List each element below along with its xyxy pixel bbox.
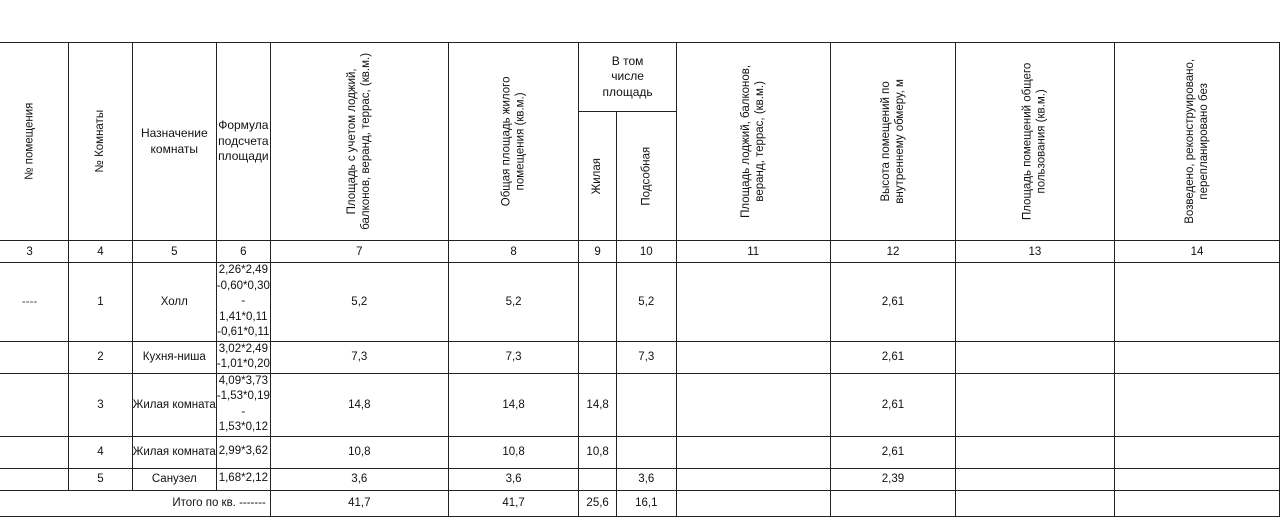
aux-area: 7,3 xyxy=(616,341,676,373)
aux-area: 3,6 xyxy=(616,468,676,490)
total-label: Итого по кв. ------- xyxy=(0,490,270,516)
col-number: 9 xyxy=(579,241,616,263)
table-row xyxy=(0,436,1280,468)
room-name: Жилая комната xyxy=(132,373,216,436)
table-row xyxy=(0,468,1280,490)
common-area xyxy=(956,263,1114,342)
rebuilt xyxy=(1114,468,1280,490)
header-rebuilt: Возведено, реконструировано, перепланировано без xyxy=(1114,43,1280,241)
room-name: Кухня-ниша xyxy=(132,341,216,373)
total-living: 25,6 xyxy=(579,490,616,516)
table-row xyxy=(0,341,1280,373)
col-number: 12 xyxy=(830,241,956,263)
aux-area: 5,2 xyxy=(616,263,676,342)
total-aux: 16,1 xyxy=(616,490,676,516)
total-living-area: 5,2 xyxy=(448,263,579,342)
total-living-area: 7,3 xyxy=(448,341,579,373)
header-including: В том числе площадь xyxy=(579,43,676,112)
col-number: 4 xyxy=(69,241,133,263)
total-living-area: 14,8 xyxy=(448,373,579,436)
col-number: 3 xyxy=(0,241,69,263)
common-area xyxy=(956,341,1114,373)
header-floor: № помещения xyxy=(0,43,69,241)
column-numbers-row xyxy=(0,241,1280,263)
area-formula: 2,26*2,49 -0,60*0,30 - 1,41*0,11 -0,61*0,11 xyxy=(216,263,270,342)
room-name: Жилая комната xyxy=(132,436,216,468)
floor-mark xyxy=(0,341,69,373)
header-common-area: Площадь помещений общего пользования (кв.м.) xyxy=(956,43,1114,241)
floor-mark: ---- xyxy=(0,263,69,342)
header-total-living-area: Общая площадь жилого помещения (кв.м.) xyxy=(448,43,579,241)
rebuilt xyxy=(1114,373,1280,436)
height: 2,61 xyxy=(830,373,956,436)
col-number: 10 xyxy=(616,241,676,263)
loggia-area xyxy=(676,263,830,342)
area-with-loggias: 3,6 xyxy=(270,468,448,490)
total-area-with-loggias: 41,7 xyxy=(270,490,448,516)
aux-area xyxy=(616,436,676,468)
area-formula: 1,68*2,12 xyxy=(216,468,270,490)
height: 2,61 xyxy=(830,436,956,468)
total-empty xyxy=(830,490,956,516)
room-number: 4 xyxy=(69,436,133,468)
rebuilt xyxy=(1114,341,1280,373)
room-number: 5 xyxy=(69,468,133,490)
loggia-area xyxy=(676,468,830,490)
header-loggia-area: Площадь лоджий, балконов, веранд, террас, (кв.м.) xyxy=(676,43,830,241)
area-formula: 4,09*3,73 -1,53*0,19 - 1,53*0,12 xyxy=(216,373,270,436)
area-formula: 3,02*2,49 -1,01*0,20 xyxy=(216,341,270,373)
col-number: 8 xyxy=(448,241,579,263)
area-explication-table xyxy=(0,42,1280,517)
living-area xyxy=(579,468,616,490)
height: 2,61 xyxy=(830,341,956,373)
area-with-loggias: 10,8 xyxy=(270,436,448,468)
rebuilt xyxy=(1114,263,1280,342)
col-number: 7 xyxy=(270,241,448,263)
living-area: 10,8 xyxy=(579,436,616,468)
common-area xyxy=(956,436,1114,468)
common-area xyxy=(956,373,1114,436)
loggia-area xyxy=(676,341,830,373)
living-area xyxy=(579,341,616,373)
col-number: 5 xyxy=(132,241,216,263)
total-living-area: 3,6 xyxy=(448,468,579,490)
col-number: 11 xyxy=(676,241,830,263)
header-area-with-loggias: Площадь с учетом лоджий, балконов, веранд, террас, (кв.м.) xyxy=(270,43,448,241)
floor-mark xyxy=(0,436,69,468)
area-with-loggias: 7,3 xyxy=(270,341,448,373)
total-row xyxy=(0,490,1280,516)
area-with-loggias: 14,8 xyxy=(270,373,448,436)
col-number: 13 xyxy=(956,241,1114,263)
height: 2,61 xyxy=(830,263,956,342)
table-row xyxy=(0,373,1280,436)
area-formula: 2,99*3,62 xyxy=(216,436,270,468)
room-number: 3 xyxy=(69,373,133,436)
loggia-area xyxy=(676,436,830,468)
header-purpose: Назначение комнаты xyxy=(132,43,216,241)
room-number: 2 xyxy=(69,341,133,373)
floor-mark xyxy=(0,468,69,490)
total-empty xyxy=(956,490,1114,516)
aux-area xyxy=(616,373,676,436)
header-auxiliary: Подсобная xyxy=(616,112,676,241)
floor-mark xyxy=(0,373,69,436)
total-empty xyxy=(1114,490,1280,516)
header-room-number: № Комнаты xyxy=(69,43,133,241)
area-with-loggias: 5,2 xyxy=(270,263,448,342)
height: 2,39 xyxy=(830,468,956,490)
table-row xyxy=(0,263,1280,342)
header-living: Жилая xyxy=(579,112,616,241)
header-height: Высота помещений по внутреннему обмеру, м xyxy=(830,43,956,241)
total-living-area: 10,8 xyxy=(448,436,579,468)
room-name: Санузел xyxy=(132,468,216,490)
col-number: 14 xyxy=(1114,241,1280,263)
loggia-area xyxy=(676,373,830,436)
header-formula: Формула подсчета площади xyxy=(216,43,270,241)
room-name: Холл xyxy=(132,263,216,342)
total-living-area: 41,7 xyxy=(448,490,579,516)
common-area xyxy=(956,468,1114,490)
living-area xyxy=(579,263,616,342)
rebuilt xyxy=(1114,436,1280,468)
living-area: 14,8 xyxy=(579,373,616,436)
room-number: 1 xyxy=(69,263,133,342)
total-empty xyxy=(676,490,830,516)
col-number: 6 xyxy=(216,241,270,263)
